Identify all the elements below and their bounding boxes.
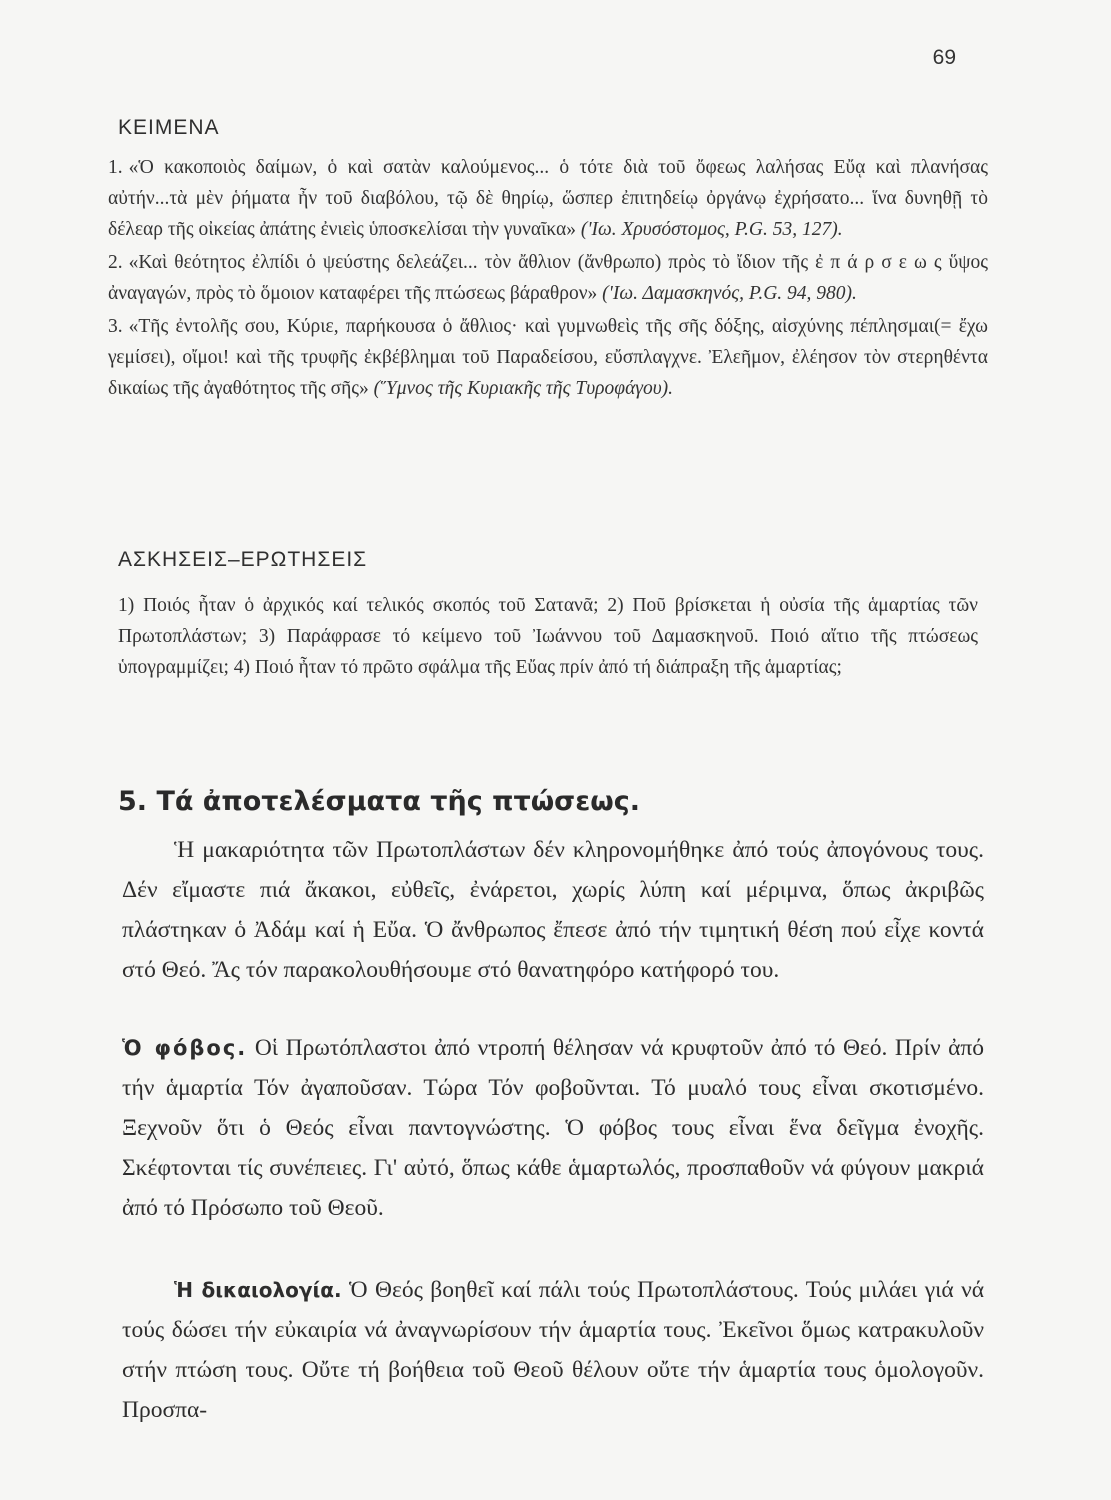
text-item-source: ('Ιω. Δαμασκηνός, P.G. 94, 980). [602,283,857,304]
text-item-source: (Ὕμνος τῆς Κυριακῆς τῆς Τυροφάγου). [373,378,674,399]
fear-text: Οἱ Πρωτόπλαστοι ἀπό ντροπή θέλησαν νά κρυφτοῦν ἀπό τό Θεό. Πρίν ἀπό τήν ἁμαρτία Τόν ἀγαποῦσαν. Τώρα Τόν φοβοῦνται. Τό μυαλό τους εἶναι σκοτισμένο. Ξεχνοῦν ὅτι ὁ Θεός εἶναι παντογνώστης. Ὁ φόβος τους εἶναι ἕνα δεῖγμα ἐνοχῆς. Σκέφτονται τίς συνέπειες. Γι' αὐτό, ὅπως κάθε ἁμαρτωλός, προσπαθοῦν νά φύγουν μακριά ἀπό τό Πρόσωπο τοῦ Θεοῦ. [122,1035,985,1221]
fear-paragraph [122,1028,984,1228]
text-item-source: ('Ιω. Χρυσόστομος, P.G. 53, 127). [580,219,843,240]
fear-term: Ὁ φόβος. [122,1036,248,1060]
text-item-body: «Τῆς ἐντολῆς σου, Κύριε, παρήκουσα ὁ ἄθλιος· καὶ γυμνωθεὶς τῆς σῆς δόξης, αἰσχύνης πέπλησμαι(= ἔχω γεμίσει), οἴμοι! καὶ τῆς τρυφῆς ἐκβέβλημαι τοῦ Παραδείσου, εὔσπλαγχνε. Ἐλεῆμον, ἐλέησον τὸν στερηθέντα δικαίως τῆς ἀγαθότητος τῆς σῆς» [108,316,988,399]
text-item-body: «Καὶ θεότητος ἐλπίδι ὁ ψεύστης δελεάζει... τὸν ἄθλιον (ἄνθρωπο) πρὸς τὸ ἴδιον τῆς ἐ π ά ρ σ ε ω ς ὕψος ἀναγαγών, πρὸς τὸ ὅμοιον καταφέρει τῆς πτώσεως βάραθρον» [108,252,988,304]
fear-paragraph-body [122,1028,984,1228]
text-item [108,247,988,309]
excuse-term: Ἡ δικαιολογία. [174,1278,342,1302]
exercises-heading: ΑΣΚΗΣΕΙΣ–ΕΡΩΤΗΣΕΙΣ [118,548,368,571]
texts-heading: ΚΕΙΜΕΝΑ [118,116,220,139]
excuse-paragraph [122,1270,984,1430]
page-number: 69 [932,46,956,69]
intro-text: Ἡ μακαριότητα τῶν Πρωτοπλάστων δέν κληρονομήθηκε ἀπό τούς ἀπογόνους τους. Δέν εἴμαστε πιά ἄκακοι, εὐθεῖς, ἐνάρετοι, χωρίς λύπη καί μέριμνα, ὅπως ἀκριβῶς πλάστηκαν ὁ Ἀδάμ καί ἡ Εὔα. Ὁ ἄνθρωπος ἔπεσε ἀπό τήν τιμητική θέση πού εἶχε κοντά στό Θεό. Ἄς τόν παρακολουθήσουμε στό θανατηφόρο κατήφορό του. [122,837,984,983]
text-item-number: 1. [108,157,123,178]
exercises-text: 1) Ποιός ἦταν ὁ ἀρχικός καί τελικός σκοπός τοῦ Σατανᾶ; 2) Ποῦ βρίσκεται ἡ οὐσία τῆς ἁμαρτίας τῶν Πρωτοπλάστων; 3) Παράφρασε τό κείμενο τοῦ Ἰωάννου τοῦ Δαμασκηνοῦ. Ποιό αἴτιο τῆς πτώσεως ὑπογραμμίζει; 4) Ποιό ἦταν τό πρῶτο σφάλμα τῆς Εὔας πρίν ἀπό τή διάπραξη τῆς ἁμαρτίας; [118,595,978,678]
text-item [108,311,988,404]
chapter-title: 5. Τά ἀποτελέσματα τῆς πτώσεως. [118,786,640,817]
text-item [108,152,988,245]
text-item-number: 2. [108,252,123,273]
texts-list [108,152,988,406]
excuse-text: Ὁ Θεός βοηθεῖ καί πάλι τούς Πρωτοπλάστους. Τούς μιλάει γιά νά τούς δώσει τήν εὐκαιρία νά ἀναγνωρίσουν τήν ἁμαρτία τους. Ἐκεῖνοι ὅμως κατρακυλοῦν στήν πτώση τους. Οὔτε τή βοήθεια τοῦ Θεοῦ θέλουν οὔτε τήν ἁμαρτία τους ὁμολογοῦν. Προσπα- [122,1277,985,1423]
text-item-number: 3. [108,316,123,337]
chapter-intro-paragraph [122,830,984,990]
text-item-body: «Ὁ κακοποιὸς δαίμων, ὁ καὶ σατὰν καλούμενος... ὁ τότε διὰ τοῦ ὄφεως λαλήσας Εὔᾳ καὶ πλανήσας αὐτήν...τὰ μὲν ῥήματα ἦν τοῦ διαβόλου, τῷ δὲ θηρίῳ, ὥσπερ ἐπιτηδείῳ ὀργάνῳ ἐχρήσατο... ἵνα δυνηθῇ τὸ δέλεαρ τῆς οἰκείας ἀπάτης ἐνιεὶς ὑποσκελίσαι τὴν γυναῖκα» [108,157,988,240]
excuse-paragraph-body [122,1270,984,1430]
